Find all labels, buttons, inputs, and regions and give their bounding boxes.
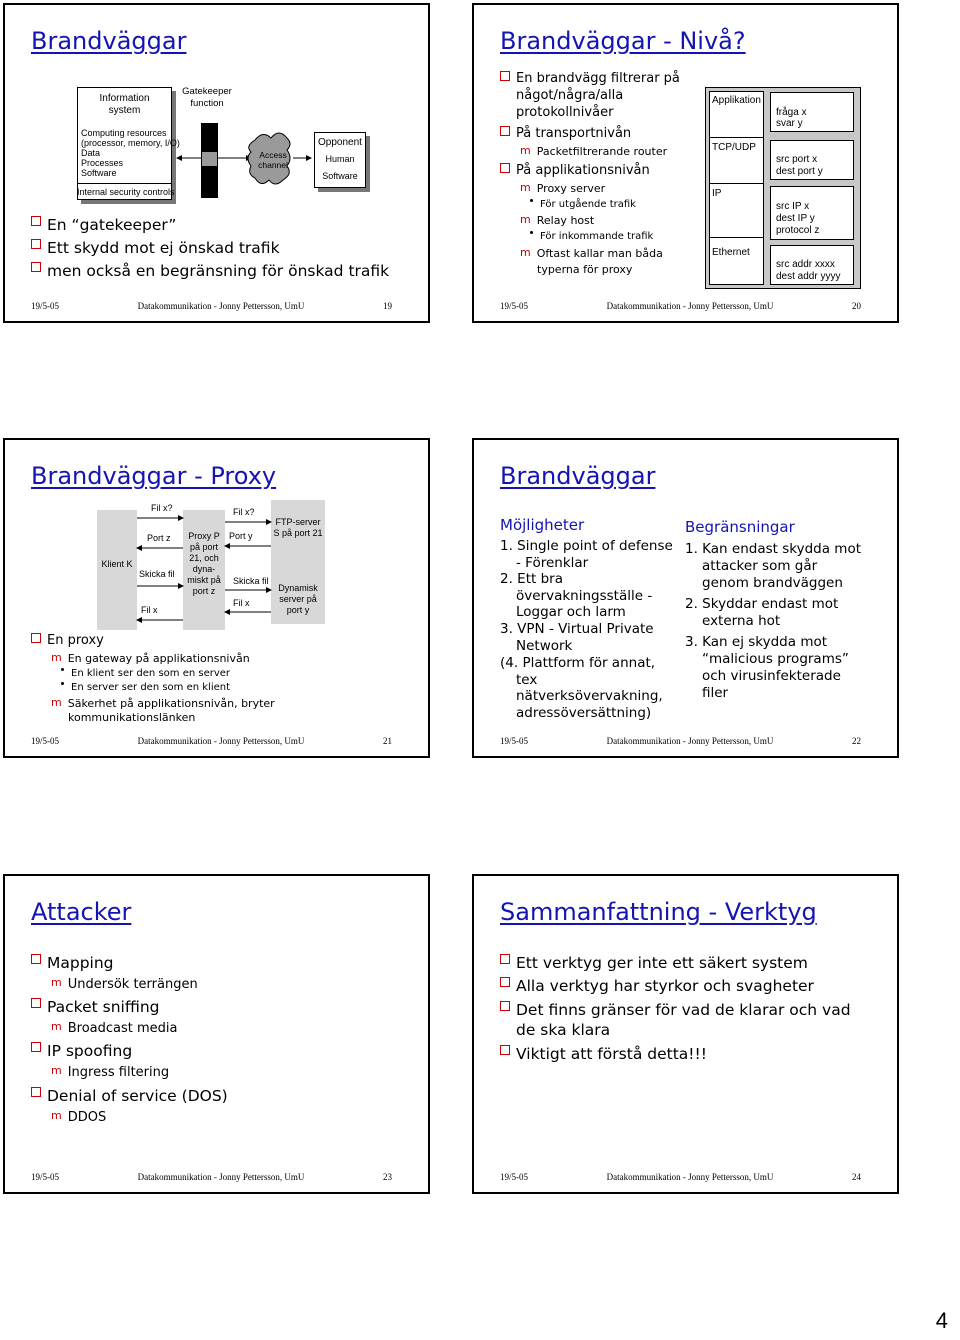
bullet: En “gatekeeper” [31,216,176,234]
bullet-mark-icon: m [51,1064,62,1077]
slide-title: Attacker [31,898,132,926]
slide-21 [3,438,430,758]
sub-bullet: m Relay host [520,213,595,227]
header-field: src addr xxxx [776,259,835,270]
header-field: src port x [776,154,818,165]
proxy-label: dyna- [192,564,216,574]
slide-title: Brandväggar - Proxy [31,462,277,490]
bullet-mark-icon: m [520,144,531,157]
slide-19 [3,3,430,323]
bullet: Det finns gränser för vad de klarar och vad [500,1001,851,1019]
list-item: 1. Kan endast skydda mot [685,541,861,557]
client-label: Klient K [101,559,133,569]
bullet-square-icon [500,71,510,81]
flow-label: Skicka fil [233,576,269,586]
header-field: dest port y [776,166,823,177]
list-item: 3. VPN - Virtual Private [500,621,654,637]
list-item: genom brandväggen [702,575,843,591]
sub-sub-bullet: En klient ser den som en server [61,668,230,679]
layer-ethernet: Ethernet [712,247,750,258]
gatekeeper-label: Gatekeeper [182,86,232,97]
flow-label: Fil x? [233,507,255,517]
bullet-mark-icon: m [51,1020,62,1033]
list-item: (4. Plattform för annat, [500,655,656,671]
list-item: 1. Single point of defense [500,538,673,554]
bullet: IP spoofing [31,1042,132,1060]
list-item: filer [702,685,729,701]
bullet-mark-icon: m [51,651,62,664]
list-item: attacker som går [702,558,818,574]
header-field: src IP x [776,201,810,212]
sub-bullet: m Proxy server [520,181,606,195]
slide-footer: 19/5-05 Datakommunikation - Jonny Pettersson, UmU 19 [31,301,392,311]
bullet-cont: något/några/alla [516,88,624,103]
sub-bullet: m Oftast kallar man båda [520,246,663,260]
sub-bullet: m Undersök terrängen [51,976,198,992]
bullet-mark-icon: m [520,213,531,226]
slide-title: Brandväggar [500,462,656,490]
bullet-square-icon [500,1001,510,1011]
slide-footer: 19/5-05 Datakommunikation - Jonny Pettersson, UmU 24 [500,1172,861,1182]
proxy-label: på port [189,542,219,552]
info-line: Data [81,148,101,158]
bullet: Ett verktyg ger inte ett säkert system [500,954,808,972]
sub-bullet: m Säkerhet på applikationsnivån, bryter [51,696,275,710]
list-item: adressöversättning) [516,704,652,721]
flow-label: Fil x [141,605,158,615]
header-field: dest IP y [776,213,815,224]
list-item: övervakningsställe - [516,587,653,604]
list-item: 2. Skyddar endast mot [685,596,839,612]
bullet-dot-icon [530,199,533,202]
sub-bullet: m En gateway på applikationsnivån [51,651,250,665]
bullet-mark-icon: m [520,181,531,194]
bullet: men också en begränsning för önskad trafik [31,262,389,280]
slide-22 [472,438,899,758]
opponent-software: Software [322,171,358,181]
sub-bullet: m Packetfiltrerande router [520,144,668,158]
bullet-square-icon [31,262,41,272]
header-field: fråga x [776,107,807,118]
slide-footer: 19/5-05 Datakommunikation - Jonny Pettersson, UmU 20 [500,301,861,311]
bullet-square-icon [500,954,510,964]
bullet-square-icon [31,1042,41,1052]
info-system-title: Information [99,93,150,104]
slide-20 [472,3,899,323]
flow-label: Port z [147,533,171,543]
opponent-label: Opponent [318,137,362,148]
header-field: protocol z [776,225,820,236]
slide-23 [3,874,430,1194]
sub-bullet: m Broadcast media [51,1020,178,1036]
info-line: (processor, memory, I/O) [81,138,180,148]
bullet-dot-icon [530,231,533,234]
list-item: externa hot [702,613,781,629]
flow-label: Fil x? [151,503,173,513]
info-line: Software [81,168,117,178]
layer-application: Applikation [712,95,761,106]
bullet-mark-icon: m [51,976,62,989]
ftp-server-label: FTP-server [275,517,321,527]
bullet: Viktigt att förstå detta!!! [500,1045,707,1063]
bullet: En proxy [31,633,104,648]
column-heading: Begränsningar [685,518,795,536]
bullet-square-icon [31,954,41,964]
bullet-square-icon [31,216,41,226]
bullet-square-icon [500,163,510,173]
slide-footer: 19/5-05 Datakommunikation - Jonny Pettersson, UmU 22 [500,736,861,746]
proxy-label: port z [192,586,216,596]
bullet-mark-icon: m [51,1109,62,1122]
dynamic-server-label: server på [279,594,317,604]
slide-footer: 19/5-05 Datakommunikation - Jonny Pettersson, UmU 21 [31,736,392,746]
flow-label: Port y [229,531,253,541]
proxy-label: 21, och [189,553,219,563]
bullet-square-icon [500,977,510,987]
list-item: nätverksövervakning, [516,688,663,704]
sub-bullet: m Ingress filtering [51,1064,170,1080]
slide-title: Brandväggar - Nivå? [500,27,746,55]
page-number: 4 [935,1308,948,1333]
bullet-square-icon [500,1045,510,1055]
proxy-label: miskt på [187,575,221,585]
list-item: Loggar och larm [516,604,626,620]
bullet: På transportnivån [500,126,631,141]
bullet-mark-icon: m [51,696,62,709]
dynamic-server-label: port y [286,605,310,615]
header-field: svar y [776,118,803,129]
bullet: Packet sniffing [31,998,160,1016]
bullet-square-icon [31,633,41,643]
bullet: På applikationsnivån [500,163,650,178]
layer-tcp-udp: TCP/UDP [712,142,756,153]
bullet: Mapping [31,954,114,972]
bullet-dot-icon [61,682,64,685]
access-channel-label: Access [259,150,287,160]
gatekeeper-label-2: function [190,98,224,109]
bullet-square-icon [500,126,510,136]
bullet-square-icon [31,998,41,1008]
info-system-title-2: system [108,105,141,116]
sub-sub-bullet: För utgående trafik [530,199,636,210]
sub-bullet-cont: typerna för proxy [537,263,633,276]
list-item: - Förenklar [516,554,589,571]
info-line: Processes [81,158,124,168]
slide-title: Brandväggar [31,27,187,55]
bullet-mark-icon: m [520,246,531,259]
sub-sub-bullet: För inkommande trafik [530,231,653,242]
header-field: dest addr yyyy [776,271,841,282]
bullet-dot-icon [61,668,64,671]
list-item: och virusinfekterade [702,668,841,684]
list-item: 2. Ett bra [500,571,563,587]
sub-sub-bullet: En server ser den som en klient [61,682,230,693]
list-item: “malicious programs” [702,651,849,667]
column-heading: Möjligheter [500,516,585,534]
bullet: Denial of service (DOS) [31,1087,228,1105]
internal-controls-label: Internal security controls [77,187,175,197]
bullet-cont: de ska klara [516,1021,611,1039]
layer-ip: IP [712,188,722,199]
bullet-cont: protokollnivåer [516,105,614,120]
list-item: 3. Kan ej skydda mot [685,634,828,650]
slide-footer: 19/5-05 Datakommunikation - Jonny Pettersson, UmU 23 [31,1172,392,1182]
sub-bullet: m DDOS [51,1109,107,1125]
bullet: Alla verktyg har styrkor och svagheter [500,977,814,995]
slide-24 [472,874,899,1194]
opponent-human: Human [325,154,355,164]
sub-bullet-cont: kommunikationslänken [68,711,196,724]
bullet: Ett skydd mot ej önskad trafik [31,239,280,257]
flow-label: Fil x [233,598,250,608]
ftp-server-label: S på port 21 [273,528,323,538]
bullet: En brandvägg filtrerar på [500,71,680,86]
flow-label: Skicka fil [139,569,175,579]
bullet-square-icon [31,239,41,249]
proxy-label: Proxy P [188,531,220,541]
access-channel-label-2: channel [258,160,288,170]
list-item: Network [516,637,573,654]
bullet-square-icon [31,1087,41,1097]
dynamic-server-label: Dynamisk [278,583,318,593]
info-line: Computing resources [81,128,167,138]
slide-title: Sammanfattning - Verktyg [500,898,817,926]
list-item: tex [516,671,538,688]
